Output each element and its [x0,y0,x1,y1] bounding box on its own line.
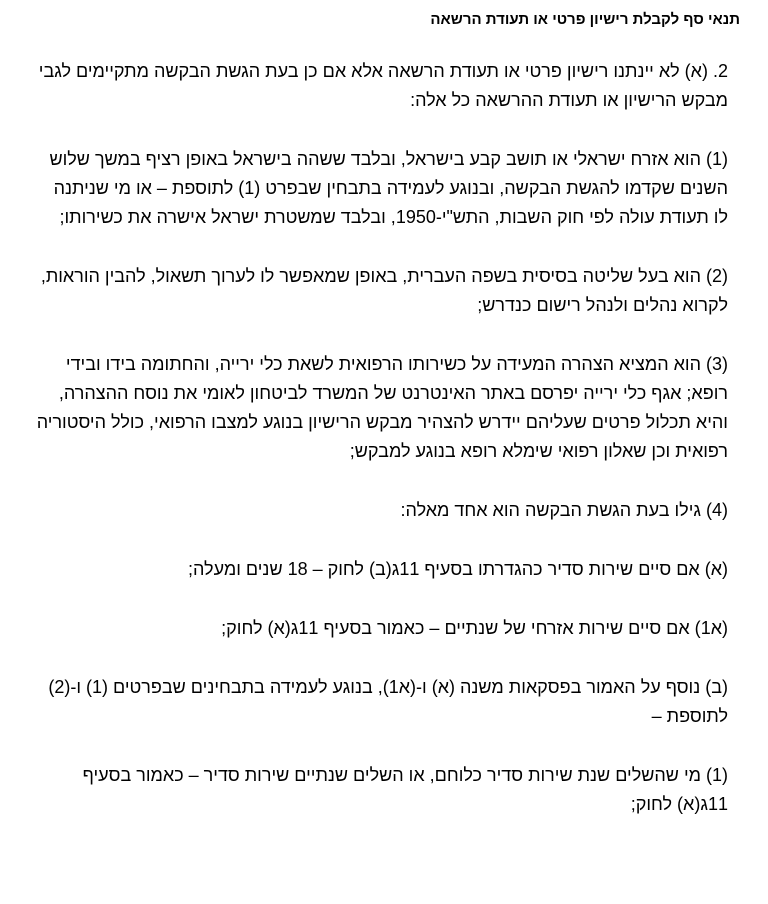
paragraph-subclause-a1: (א1) אם סיים שירות אזרחי של שנתיים – כאמור בסעיף 11ג(א) לחוק; [221,618,728,638]
paragraph-clause-1: (1) הוא אזרח ישראלי או תושב קבע בישראל, ובלבד ששהה בישראל באופן רציף במשך שלוש השנים שקדמו להגשת הבקשה, ובנוגע לעמידה בתבחין שבפרט (1) לתוספת – או מי שניתנה לו תעודת עולה לפי חוק השבות, התש"י-1950, ובלבד שמשטרת ישראל אישרה את כשירותו; [49,149,728,227]
paragraph-clause-4: (4) גילו בעת הגשת הבקשה הוא אחד מאלה: [400,500,728,520]
paragraph-subclause-b: (ב) נוסף על האמור בפסקאות משנה (א) ו-(א1), בנוגע לעמידה בתבחינים שבפרטים (1) ו-(2) לתוספת – [48,677,728,726]
document-heading: תנאי סף לקבלת רישיון פרטי או תעודת הרשאה [430,11,740,28]
paragraph-clause-2: (2) הוא בעל שליטה בסיסית בשפה העברית, באופן שמאפשר לו לערוך תשאול, להבין הוראות, לקרוא נהלים ולנהל רישום כנדרש; [40,266,728,315]
paragraph-clause-3: (3) הוא המציא הצהרה המעידה על כשירותו הרפואית לשאת כלי ירייה, והחתומה בידו ובידי רופא; אגף כלי ירייה יפרסם באתר האינטרנט של המשרד לביטחון לאומי את נוסח ההצהרה, והיא תכלול פרטים שעליהם יידרש להצהיר מבקש הרישיון בנוגע למצבו הרפואי, כולל היסטוריה רפואית וכן שאלון רפואי שימלא רופא בנוגע למבקש; [36,354,728,461]
paragraph-2a: 2. (א) לא יינתנו רישיון פרטי או תעודת הרשאה אלא אם כן בעת הגשת הבקשה מתקיימים לגבי מבקש הרישיון או תעודת ההרשאה כל אלה: [38,61,728,110]
paragraph-subclause-b-1: (1) מי שהשלים שנת שירות סדיר כלוחם, או השלים שנתיים שירות סדיר – כאמור בסעיף 11ג(א) לחוק; [82,765,728,814]
paragraph-subclause-a: (א) אם סיים שירות סדיר כהגדרתו בסעיף 11ג(ב) לחוק – 18 שנים ומעלה; [187,559,728,579]
